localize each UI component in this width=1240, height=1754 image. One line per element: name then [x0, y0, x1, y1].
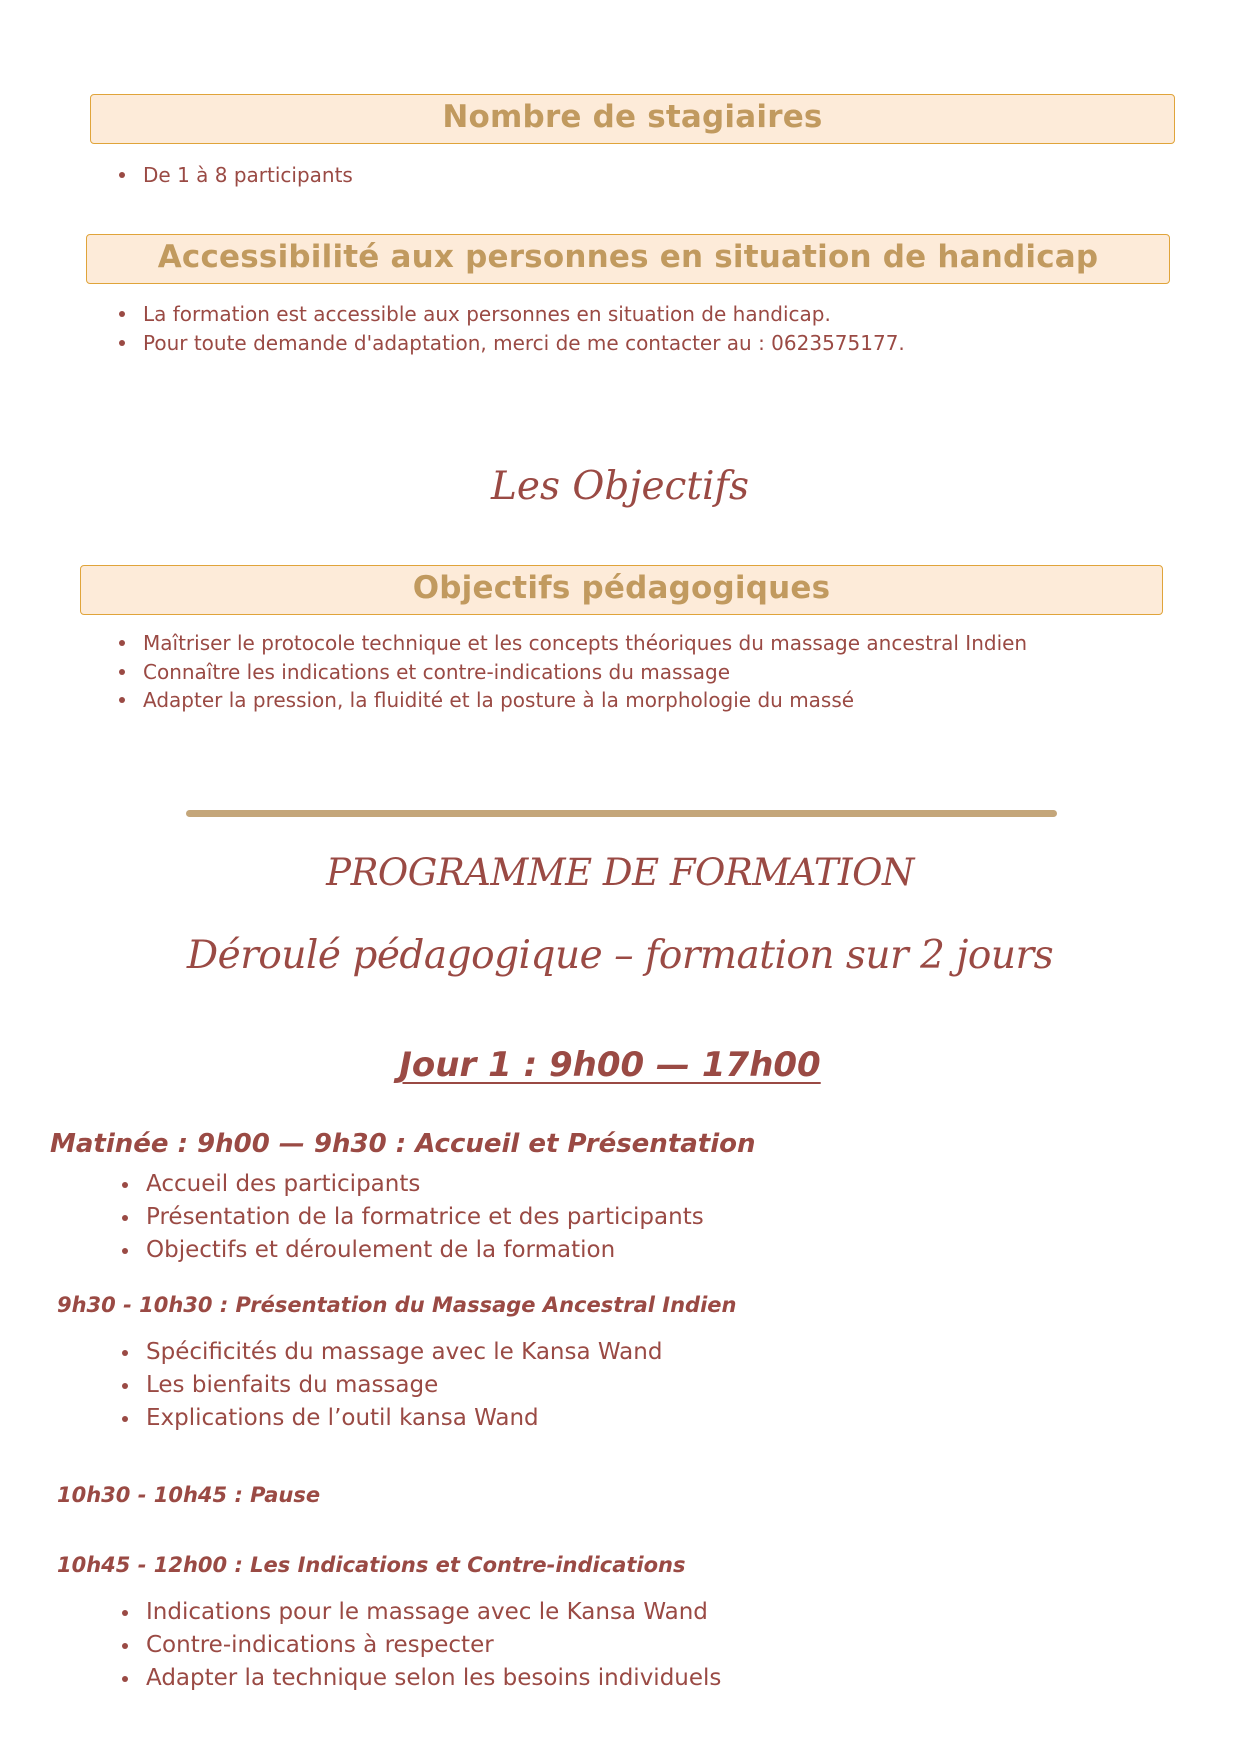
section-heading-accessibilite-label: Accessibilité aux personnes en situation de handicap	[157, 239, 1099, 275]
list-item: Explications de l’outil kansa Wand	[120, 1402, 662, 1435]
day-title: Jour 1 : 9h00 — 17h00	[399, 1045, 821, 1085]
list-item: Spécificités du massage avec le Kansa Wand	[120, 1336, 662, 1369]
list-item: Indications pour le massage avec le Kansa Wand	[120, 1596, 721, 1629]
list-item: Adapter la technique selon les besoins individuels	[120, 1662, 721, 1695]
session-title: 10h30 - 10h45 : Pause	[57, 1483, 321, 1507]
list-item: De 1 à 8 participants	[117, 161, 353, 190]
session-list	[120, 1596, 721, 1695]
section-heading-stagiaires	[90, 94, 1175, 144]
session-title: 9h30 - 10h30 : Présentation du Massage Ancestral Indien	[57, 1293, 737, 1317]
section-heading-objectifs-label: Objectifs pédagogiques	[412, 570, 831, 606]
list-item: Adapter la pression, la fluidité et la posture à la morphologie du massé	[117, 686, 1027, 715]
programme-subtitle: Déroulé pédagogique – formation sur 2 jours	[186, 933, 1054, 978]
objectifs-title: Les Objectifs	[491, 464, 749, 509]
list-item: Présentation de la formatrice et des participants	[120, 1201, 704, 1234]
session-list	[120, 1336, 662, 1435]
section-heading-stagiaires-label: Nombre de stagiaires	[442, 99, 823, 135]
session-title: Matinée : 9h00 — 9h30 : Accueil et Présentation	[50, 1129, 756, 1159]
programme-title: PROGRAMME DE FORMATION	[326, 851, 914, 894]
list-item: Contre-indications à respecter	[120, 1629, 721, 1662]
list-item: Objectifs et déroulement de la formation	[120, 1234, 704, 1267]
section-heading-objectifs-pedagogiques	[80, 565, 1163, 615]
session-title: 10h45 - 12h00 : Les Indications et Contre-indications	[57, 1553, 686, 1577]
section-divider	[186, 810, 1057, 817]
list-item: Pour toute demande d'adaptation, merci de me contacter au : 0623575177.	[117, 329, 905, 358]
list-item: Connaître les indications et contre-indications du massage	[117, 658, 1027, 687]
objectifs-list	[117, 629, 1027, 715]
list-item: La formation est accessible aux personnes en situation de handicap.	[117, 300, 905, 329]
accessibilite-list	[117, 300, 905, 357]
list-item: Les bienfaits du massage	[120, 1369, 662, 1402]
list-item: Maîtriser le protocole technique et les concepts théoriques du massage ancestral Indien	[117, 629, 1027, 658]
stagiaires-list	[117, 161, 353, 190]
list-item: Accueil des participants	[120, 1168, 704, 1201]
session-list	[120, 1168, 704, 1267]
section-heading-accessibilite	[86, 234, 1170, 284]
